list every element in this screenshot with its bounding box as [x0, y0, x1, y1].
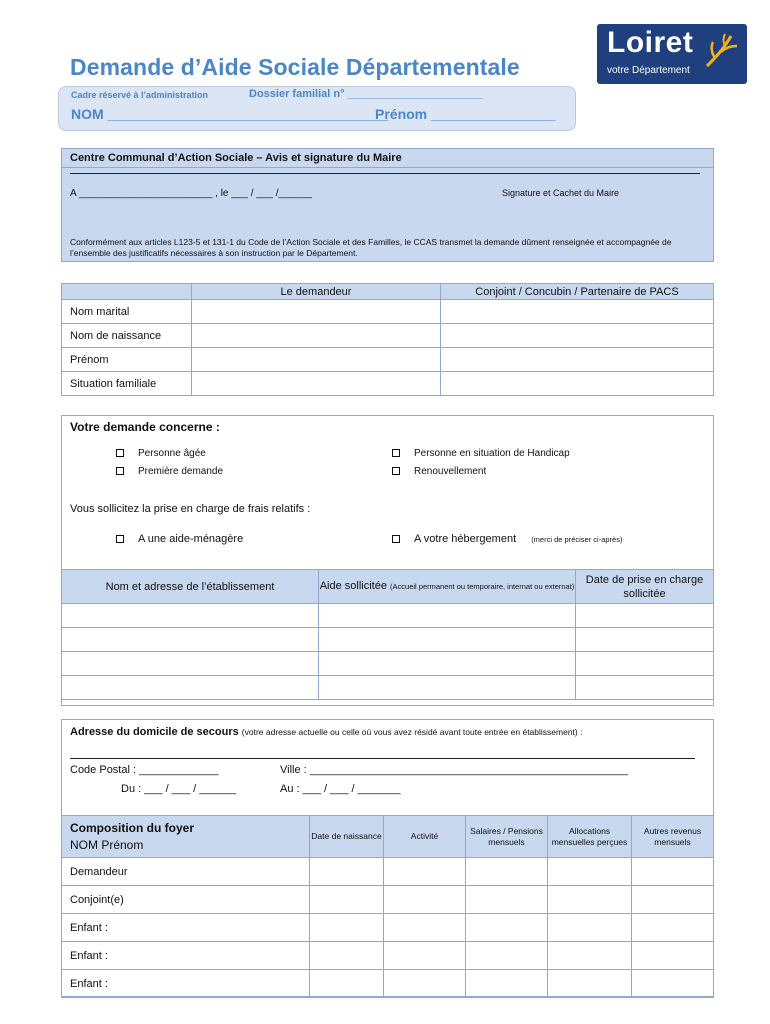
nom-field[interactable]: NOM ____________________________________: [71, 106, 388, 122]
du-date-field[interactable]: Du : ___ / ___ / ______: [121, 783, 236, 795]
input-cell[interactable]: [441, 372, 714, 396]
input-cell[interactable]: [319, 604, 576, 628]
checkbox-icon[interactable]: [116, 535, 124, 543]
row-label: Enfant :: [62, 942, 310, 970]
hebergement-note: (merci de préciser ci-après): [531, 535, 623, 544]
admin-label: Cadre réservé à l’administration: [71, 90, 209, 100]
checkbox-hebergement[interactable]: [392, 533, 622, 545]
aide-note: (Accueil permanent ou temporaire, internat ou externat): [390, 582, 575, 591]
input-cell[interactable]: [384, 914, 466, 942]
input-cell[interactable]: [310, 970, 384, 998]
table-row: [62, 348, 714, 372]
col-date-prise-en-charge: Date de prise en charge sollicitée: [576, 570, 714, 604]
table-row: [62, 324, 714, 348]
input-cell[interactable]: [384, 942, 466, 970]
input-cell[interactable]: [441, 348, 714, 372]
col-date-naissance: Date de naissance: [310, 816, 384, 858]
row-label: Demandeur: [62, 858, 310, 886]
row-label: Situation familiale: [62, 372, 192, 396]
secours-heading-line: [70, 726, 582, 738]
table-corner: [62, 284, 192, 300]
input-cell[interactable]: [466, 942, 548, 970]
input-cell[interactable]: [310, 858, 384, 886]
table-row: [62, 914, 714, 942]
checkbox-label: A une aide-ménagère: [138, 533, 244, 545]
input-cell[interactable]: [548, 886, 632, 914]
input-cell[interactable]: [466, 886, 548, 914]
table-row: [62, 676, 714, 700]
input-cell[interactable]: [62, 652, 319, 676]
col-demandeur: Le demandeur: [192, 284, 441, 300]
address-line[interactable]: [70, 758, 695, 759]
checkbox-label: Personne en situation de Handicap: [414, 448, 570, 459]
checkbox-premiere-demande[interactable]: [116, 466, 223, 477]
ville-field[interactable]: Ville : ____________________________________________________: [280, 764, 628, 776]
composition-title: Composition du foyer: [70, 820, 194, 835]
col-allocations: Allocations mensuelles perçues: [548, 816, 632, 858]
ccas-avis-line[interactable]: [70, 173, 700, 174]
input-cell[interactable]: [548, 942, 632, 970]
input-cell[interactable]: [319, 628, 576, 652]
input-cell[interactable]: [632, 886, 714, 914]
input-cell[interactable]: [62, 628, 319, 652]
checkbox-label: A votre hébergement: [414, 533, 517, 545]
input-cell[interactable]: [466, 970, 548, 998]
col-activite: Activité: [384, 816, 466, 858]
checkbox-personne-agee[interactable]: [116, 448, 206, 459]
checkbox-label: Personne âgée: [138, 448, 206, 459]
row-label: Conjoint(e): [62, 886, 310, 914]
checkbox-icon[interactable]: [116, 467, 124, 475]
table-row: [62, 858, 714, 886]
input-cell[interactable]: [384, 886, 466, 914]
code-postal-field[interactable]: Code Postal : _____________: [70, 764, 219, 776]
checkbox-label: Renouvellement: [414, 466, 487, 477]
input-cell[interactable]: [192, 300, 441, 324]
input-cell[interactable]: [319, 676, 576, 700]
wheat-icon: [701, 32, 741, 72]
col-autres-revenus: Autres revenus mensuels: [632, 816, 714, 858]
secours-note: (votre adresse actuelle ou celle où vous avez résidé avant toute entrée en établissement) :: [241, 727, 583, 737]
col-salaires: Salaires / Pensions mensuels: [466, 816, 548, 858]
demandeur-table: [61, 283, 714, 396]
row-label: Nom marital: [62, 300, 192, 324]
composition-sub: NOM Prénom: [70, 837, 144, 852]
input-cell[interactable]: [548, 914, 632, 942]
input-cell[interactable]: [192, 324, 441, 348]
ccas-place-date-field[interactable]: A ________________________ , le ___ / ___ /______: [70, 188, 312, 199]
input-cell[interactable]: [632, 970, 714, 998]
table-row: [62, 604, 714, 628]
aide-main-label: Aide sollicitée: [319, 580, 387, 592]
input-cell[interactable]: [548, 970, 632, 998]
input-cell[interactable]: [441, 324, 714, 348]
input-cell[interactable]: [576, 604, 714, 628]
frais-label: Vous sollicitez la prise en charge de frais relatifs :: [70, 503, 311, 515]
ccas-heading: Centre Communal d’Action Sociale – Avis et signature du Maire: [62, 149, 713, 168]
prenom-field[interactable]: Prénom ________________: [375, 106, 556, 122]
row-label: Enfant :: [62, 970, 310, 998]
input-cell[interactable]: [384, 858, 466, 886]
input-cell[interactable]: [576, 652, 714, 676]
input-cell[interactable]: [632, 914, 714, 942]
input-cell[interactable]: [319, 652, 576, 676]
input-cell[interactable]: [310, 914, 384, 942]
checkbox-label: Première demande: [138, 466, 224, 477]
composition-foyer-table: [61, 815, 714, 998]
table-row: [62, 942, 714, 970]
row-label: Enfant :: [62, 914, 310, 942]
checkbox-icon[interactable]: [116, 449, 124, 457]
input-cell[interactable]: [62, 676, 319, 700]
table-row: [62, 886, 714, 914]
secours-heading: Adresse du domicile de secours: [70, 726, 239, 738]
checkbox-icon[interactable]: [392, 449, 400, 457]
input-cell[interactable]: [384, 970, 466, 998]
input-cell[interactable]: [310, 942, 384, 970]
checkbox-handicap[interactable]: [392, 448, 570, 459]
input-cell[interactable]: [548, 858, 632, 886]
row-label: Nom de naissance: [62, 324, 192, 348]
table-row: [62, 300, 714, 324]
input-cell[interactable]: [192, 372, 441, 396]
input-cell[interactable]: [576, 676, 714, 700]
input-cell[interactable]: [62, 604, 319, 628]
row-label: Prénom: [62, 348, 192, 372]
col-etablissement: Nom et adresse de l’établissement: [62, 570, 319, 604]
table-row: [62, 970, 714, 998]
checkbox-icon[interactable]: [392, 467, 400, 475]
input-cell[interactable]: [466, 858, 548, 886]
ccas-section: [61, 148, 714, 262]
dossier-field[interactable]: Dossier familial n° ______________________: [249, 88, 483, 100]
checkbox-renouvellement[interactable]: [392, 466, 486, 477]
au-date-field[interactable]: Au : ___ / ___ / _______: [280, 783, 401, 795]
col-aide-sollicitee: [319, 570, 576, 604]
col-conjoint: Conjoint / Concubin / Partenaire de PACS: [441, 284, 714, 300]
etablissement-table: [61, 569, 714, 700]
ccas-signature-label: Signature et Cachet du Maire: [502, 188, 620, 198]
input-cell[interactable]: [632, 942, 714, 970]
table-row: [62, 372, 714, 396]
input-cell[interactable]: [466, 914, 548, 942]
checkbox-aide-menagere[interactable]: [116, 533, 243, 545]
input-cell[interactable]: [576, 628, 714, 652]
table-row: [62, 628, 714, 652]
input-cell[interactable]: [310, 886, 384, 914]
admin-box: [58, 86, 576, 131]
input-cell[interactable]: [441, 300, 714, 324]
col-composition: [62, 816, 310, 858]
input-cell[interactable]: [632, 858, 714, 886]
logo-brand: Loiret: [607, 26, 694, 59]
loiret-logo: [597, 24, 747, 84]
logo-sub: votre Département: [607, 65, 690, 76]
input-cell[interactable]: [192, 348, 441, 372]
table-row: [62, 652, 714, 676]
demande-heading: Votre demande concerne :: [70, 420, 220, 434]
page-title: Demande d’Aide Sociale Départementale: [70, 54, 520, 80]
checkbox-icon[interactable]: [392, 535, 400, 543]
ccas-legal-text: Conformément aux articles L123-5 et 131-1 du Code de l’Action Sociale et des Familles, le CCAS transmet la demande dûment renseignée et accompagnée de l’ensemble des justificatifs nécessaires à son instruction par le Département.: [70, 237, 672, 258]
